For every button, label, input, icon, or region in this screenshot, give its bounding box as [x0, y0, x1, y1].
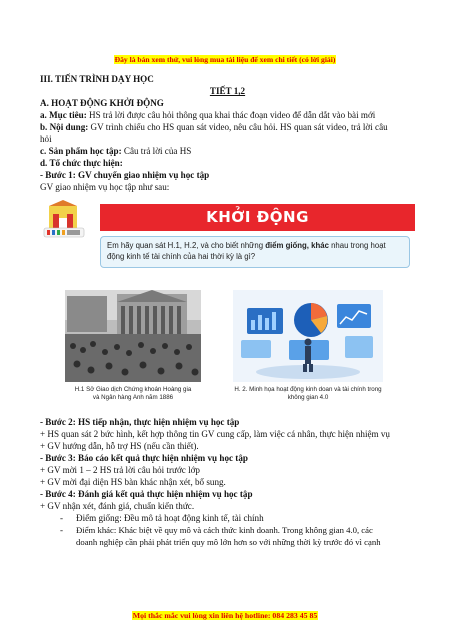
- section-title: III. TIẾN TRÌNH DẠY HỌC: [40, 74, 154, 84]
- step4-line-1: + GV nhận xét, đánh giá, chuẩn kiến thức.: [40, 501, 195, 511]
- step2-line-1: + HS quan sát 2 bức hình, kết hợp thông tin GV cung cấp, làm việc cá nhân, thực hiện nhiệm vụ: [40, 429, 390, 439]
- step3-line-1: + GV mời 1 – 2 HS trả lời câu hỏi trước lớp: [40, 465, 200, 475]
- historic-exchange-photo: [65, 290, 201, 382]
- school-emblem-icon: [40, 200, 90, 250]
- question-callout: [100, 236, 410, 268]
- bullet-dash-1: -: [60, 513, 64, 523]
- figure-1-caption: H.1 Sở Giao dịch Chứng khoán Hoàng gia và Ngân hàng Anh năm 1886: [74, 386, 192, 401]
- step3-line-2: + GV mời đại diện HS bàn khác nhận xét, bổ sung.: [40, 477, 226, 487]
- content-line-1: b. Nội dung: GV trình chiếu cho HS quan sát video, nêu câu hỏi. HS quan sát video, trả lời câu: [40, 122, 388, 132]
- bullet-2-line-2: doanh nghiệp cần phải phát triển quy mô lớn hơn so với những thời kỳ trước đó vì cạnh: [76, 537, 381, 547]
- khoi-dong-banner: [40, 200, 415, 282]
- activity-title: A. HOẠT ĐỘNG KHỞI ĐỘNG: [40, 98, 164, 108]
- banner-title: KHỞI ĐỘNG: [206, 208, 309, 226]
- bullet-2-line-1: Điểm khác: Khác biệt về quy mô và cách thức kinh doanh. Trong không gian 4.0, các: [76, 525, 373, 535]
- digital-finance-illustration: [233, 290, 383, 382]
- step3-title: - Bước 3: Báo cáo kết quả thực hiện nhiệm vụ học tập: [40, 453, 248, 463]
- goal-line: a. Mục tiêu: HS trả lời được câu hỏi thông qua khai thác đoạn video để dẫn dắt vào bài mới: [40, 110, 376, 120]
- step4-title: - Bước 4: Đánh giá kết quả thực hiện nhiệm vụ học tập: [40, 489, 253, 499]
- figure-2-caption: H. 2. Minh họa hoạt động kinh doan và tài chính trong không gian 4.0: [234, 386, 382, 401]
- footer-notice: Mọi thắc mắc vui lòng xin liên hệ hotline: 084 283 45 85: [132, 611, 318, 620]
- lesson-label: TIẾT 1,2: [209, 86, 246, 96]
- bullet-dash-2: -: [60, 525, 64, 535]
- step1-text: GV giao nhiệm vụ học tập như sau:: [40, 182, 170, 192]
- product-line: c. Sản phẩm học tập: Câu trả lời của HS: [40, 146, 192, 156]
- org-label: d. Tổ chức thực hiện:: [40, 158, 123, 168]
- header-notice: Đây là bản xem thử, vui lòng mua tài liệu để xem chi tiết (có lời giải): [114, 55, 336, 64]
- banner-red-bar: [100, 204, 415, 231]
- step2-line-2: + GV hướng dẫn, hỗ trợ HS (nếu cần thiết).: [40, 441, 199, 451]
- step1-title: - Bước 1: GV chuyển giao nhiệm vụ học tập: [40, 170, 210, 180]
- question-text: Em hãy quan sát H.1, H.2, và cho biết những điểm giống, khác nhau trong hoạt động kinh tế tài chính của hai thời kỳ là gì?: [107, 241, 386, 261]
- step2-title: - Bước 2: HS tiếp nhận, thực hiện nhiệm vụ học tập: [40, 417, 240, 427]
- content-line-2: hỏi: [40, 134, 52, 144]
- bullet-1: Điểm giống: Đều mô tả hoạt động kinh tế, tài chính: [76, 513, 264, 523]
